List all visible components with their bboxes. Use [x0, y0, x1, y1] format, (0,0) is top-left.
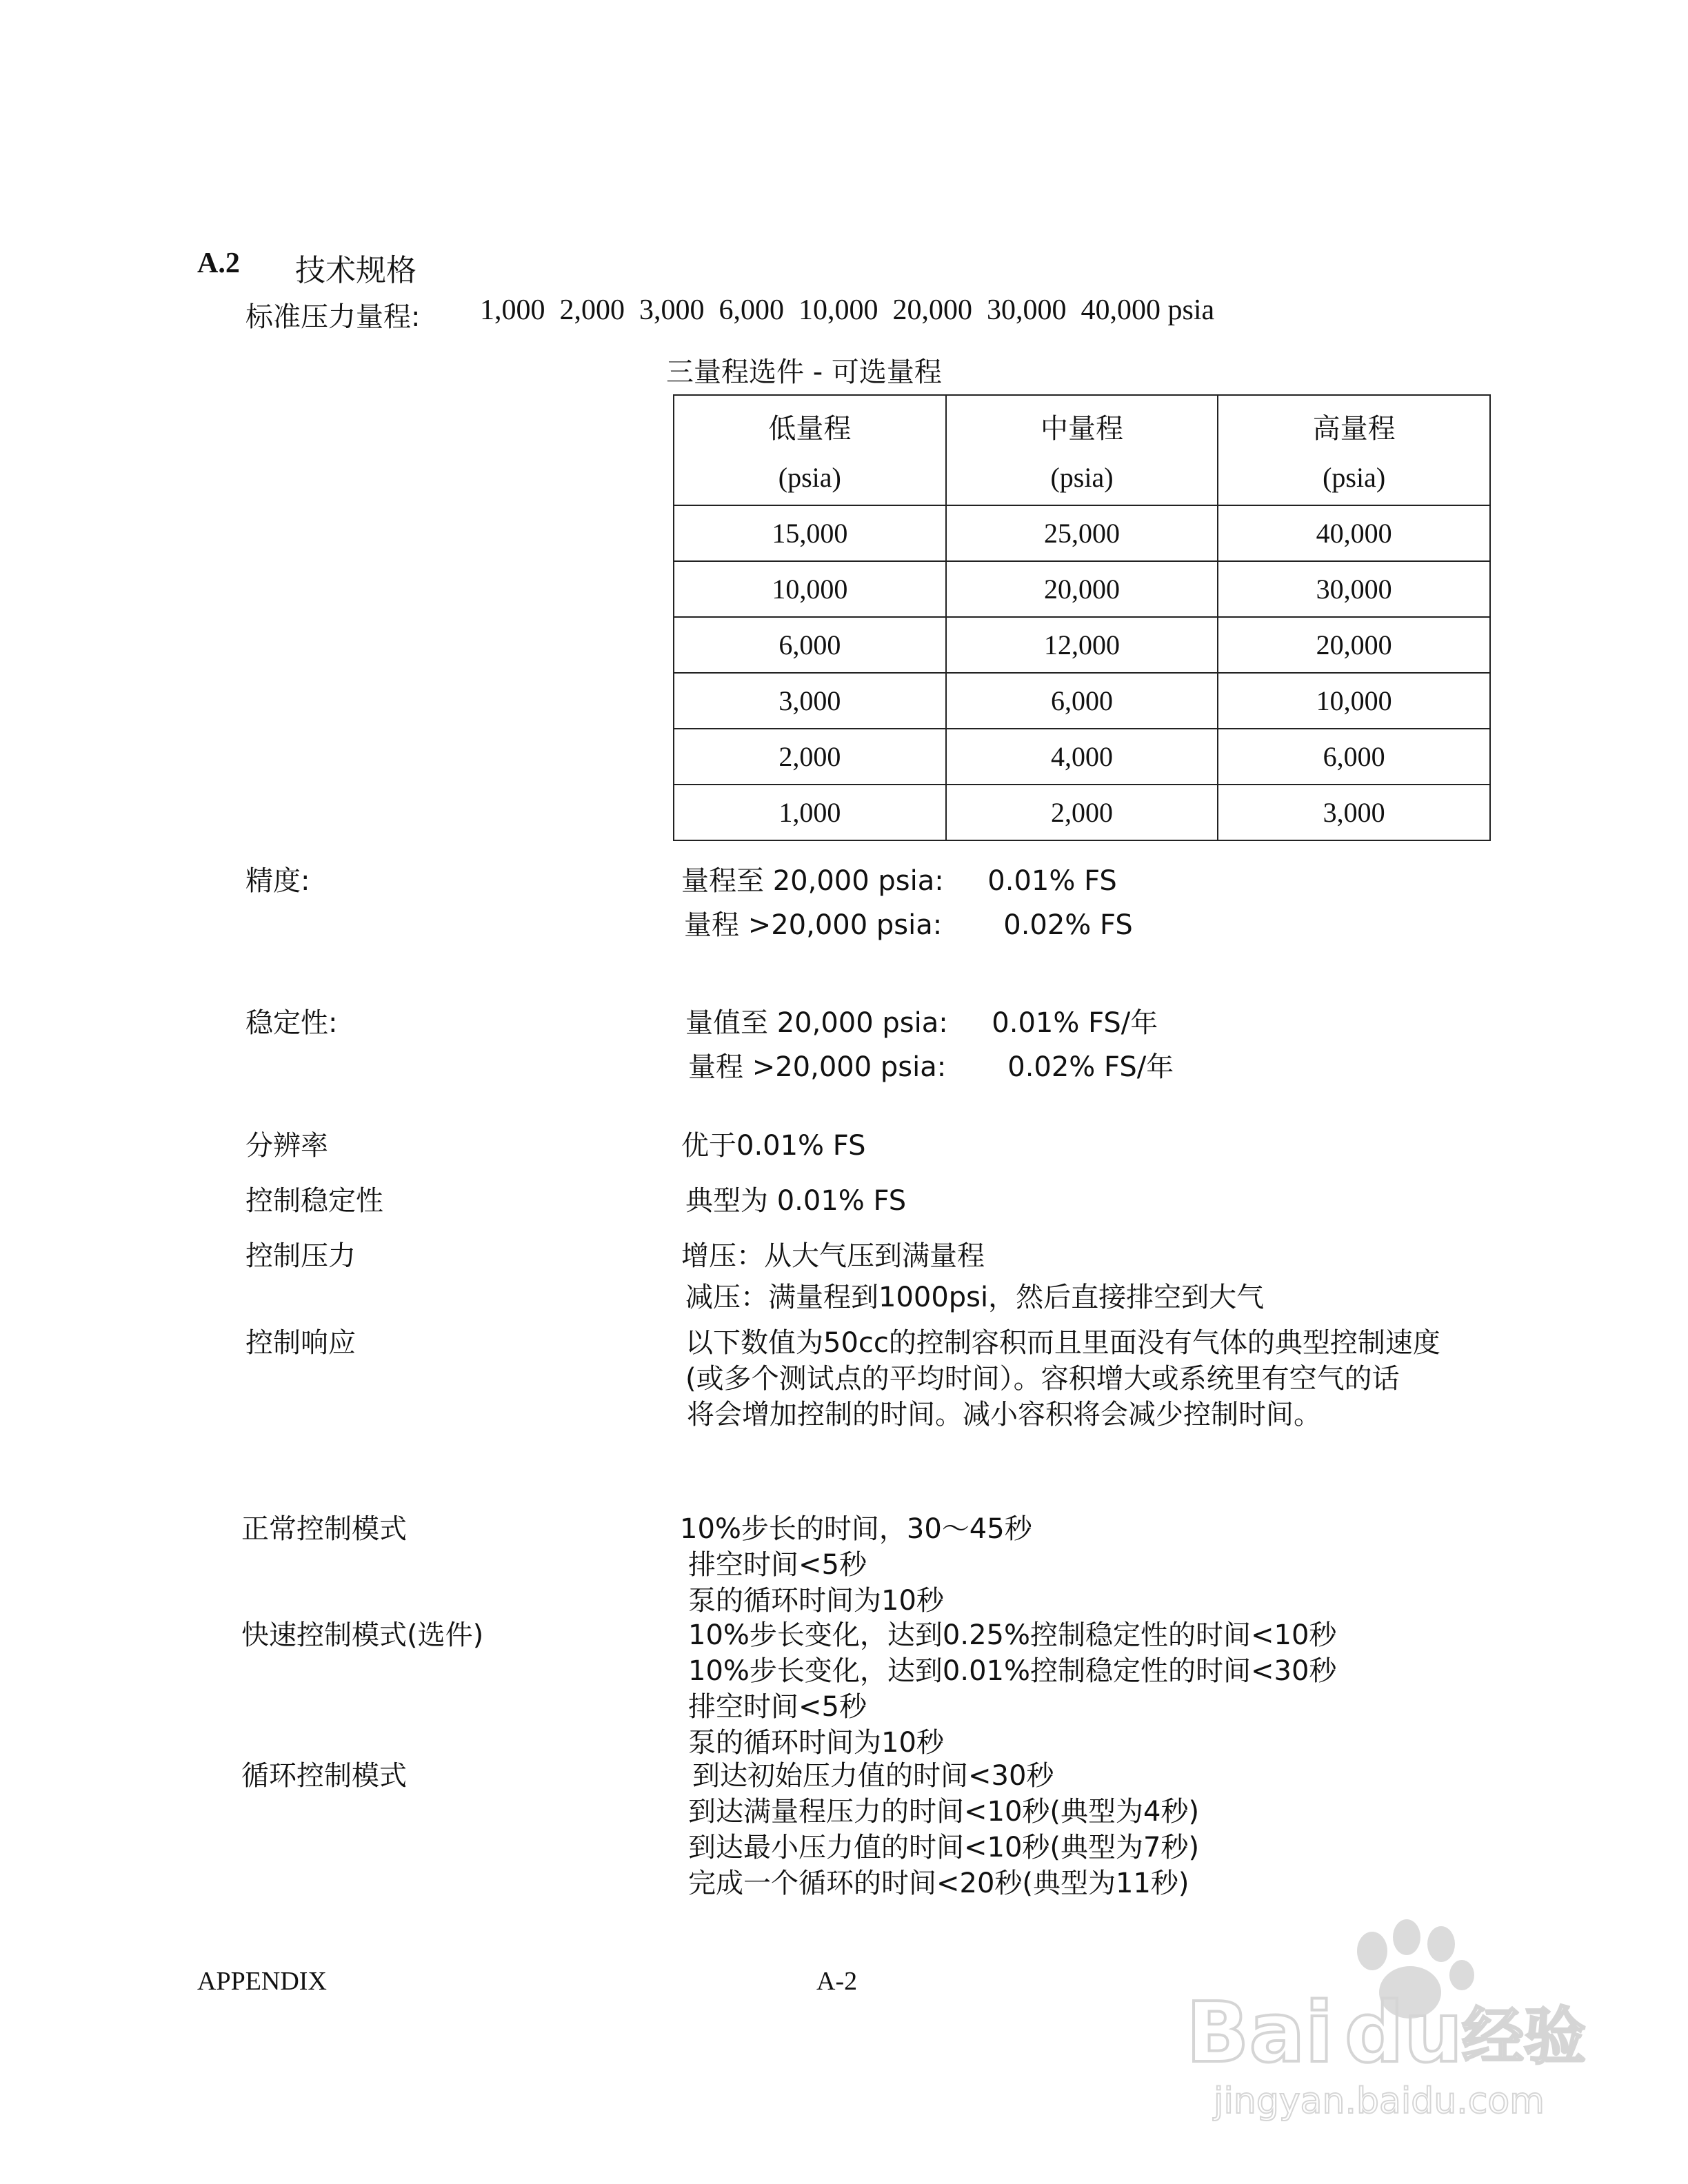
normal-mode-line-1: 10%步长的时间，30～45秒: [680, 1513, 1032, 1545]
table-cell: 12,000: [946, 617, 1218, 673]
table-cell: 4,000: [946, 729, 1218, 785]
normal-mode-line-3: 泵的循环时间为10秒: [688, 1585, 944, 1617]
table-row: [674, 729, 1490, 785]
table-cell: 15,000: [674, 505, 946, 561]
normal-mode-label: 正常控制模式: [241, 1513, 407, 1545]
cycle-mode-line-3: 到达最小压力值的时间<10秒(典型为7秒): [688, 1832, 1200, 1863]
footer-appendix: APPENDIX: [197, 1967, 327, 1996]
header-mid: [946, 395, 1218, 505]
table-cell: 6,000: [1218, 729, 1490, 785]
table-caption: 三量程选件 - 可选量程: [666, 356, 942, 388]
table-row: [674, 785, 1490, 840]
header-name: 低量程: [768, 413, 852, 445]
header-high: [1218, 395, 1490, 505]
control-pressure-label: 控制压力: [245, 1240, 356, 1272]
header-unit: (psia): [1323, 462, 1386, 493]
header-unit: (psia): [1050, 462, 1114, 493]
table-header-row: [674, 395, 1490, 505]
normal-mode-line-2: 排空时间<5秒: [688, 1549, 867, 1581]
control-pressure-line-2: 减压：满量程到1000psi，然后直接排空到大气: [685, 1282, 1265, 1313]
section-number: A.2: [197, 247, 240, 279]
table-row: [674, 505, 1490, 561]
table-cell: 3,000: [674, 673, 946, 729]
accuracy-line-2: 量程 >20,000 psia: 0.02% FS: [684, 909, 1133, 941]
table-cell: 6,000: [674, 617, 946, 673]
table-cell: 6,000: [946, 673, 1218, 729]
cycle-mode-line-1: 到达初始压力值的时间<30秒: [692, 1760, 1054, 1792]
control-pressure-line-1: 增压：从大气压到满量程: [681, 1240, 985, 1272]
stability-line-2: 量程 >20,000 psia: 0.02% FS/年: [688, 1051, 1174, 1083]
accuracy-label: 精度:: [245, 865, 310, 897]
section-title: 技术规格: [295, 253, 416, 288]
control-response-line-3: 将会增加控制的时间。减小容积将会减少控制时间。: [687, 1399, 1321, 1430]
resolution-value: 优于0.01% FS: [681, 1130, 866, 1162]
table-row: [674, 561, 1490, 617]
baidu-jingyan-watermark: [1172, 1903, 1600, 2130]
control-response-line-1: 以下数值为50cc的控制容积而且里面没有气体的典型控制速度: [685, 1327, 1440, 1359]
header-name: 中量程: [1040, 413, 1123, 445]
resolution-label: 分辨率: [245, 1130, 328, 1162]
table-cell: 2,000: [674, 729, 946, 785]
standard-ranges-values: 1,000 2,000 3,000 6,000 10,000 20,000 30,000 40,000 psia: [480, 294, 1215, 326]
svg-text:Bai: Bai: [1186, 1985, 1334, 2081]
header-name: 高量程: [1312, 413, 1396, 445]
table-cell: 1,000: [674, 785, 946, 840]
table-cell: 20,000: [1218, 617, 1490, 673]
svg-text:du: du: [1345, 1985, 1463, 2081]
cycle-mode-label: 循环控制模式: [241, 1760, 407, 1792]
table-cell: 10,000: [1218, 673, 1490, 729]
table-cell: 40,000: [1218, 505, 1490, 561]
table-cell: 20,000: [946, 561, 1218, 617]
table-cell: 25,000: [946, 505, 1218, 561]
fast-mode-line-2: 10%步长变化，达到0.01%控制稳定性的时间<30秒: [688, 1655, 1337, 1687]
table-row: [674, 617, 1490, 673]
control-stability-label: 控制稳定性: [245, 1185, 383, 1217]
fast-mode-line-1: 10%步长变化，达到0.25%控制稳定性的时间<10秒: [688, 1619, 1337, 1651]
table-cell: 10,000: [674, 561, 946, 617]
svg-text:经验: 经验: [1462, 2001, 1586, 2073]
footer-page-number: A-2: [816, 1967, 858, 1996]
table-row: [674, 673, 1490, 729]
table-cell: 2,000: [946, 785, 1218, 840]
ranges-table: [673, 394, 1491, 841]
control-response-label: 控制响应: [245, 1327, 356, 1359]
accuracy-line-1: 量程至 20,000 psia: 0.01% FS: [681, 865, 1117, 897]
table-cell: 30,000: [1218, 561, 1490, 617]
stability-line-1: 量值至 20,000 psia: 0.01% FS/年: [685, 1007, 1158, 1039]
standard-ranges-label: 标准压力量程:: [245, 301, 421, 333]
header-low: [674, 395, 946, 505]
stability-label: 稳定性:: [245, 1007, 338, 1039]
table-cell: 3,000: [1218, 785, 1490, 840]
header-unit: (psia): [778, 462, 841, 493]
control-response-line-2: (或多个测试点的平均时间）。容积增大或系统里有空气的话: [685, 1363, 1400, 1395]
cycle-mode-line-2: 到达满量程压力的时间<10秒(典型为4秒): [688, 1796, 1200, 1828]
cycle-mode-line-4: 完成一个循环的时间<20秒(典型为11秒): [688, 1868, 1189, 1899]
fast-mode-line-4: 泵的循环时间为10秒: [688, 1727, 944, 1759]
fast-mode-label: 快速控制模式(选件): [241, 1619, 484, 1651]
control-stability-value: 典型为 0.01% FS: [685, 1185, 907, 1217]
svg-text:jingyan.baidu.com: jingyan.baidu.com: [1214, 2081, 1545, 2122]
fast-mode-line-3: 排空时间<5秒: [688, 1691, 867, 1723]
